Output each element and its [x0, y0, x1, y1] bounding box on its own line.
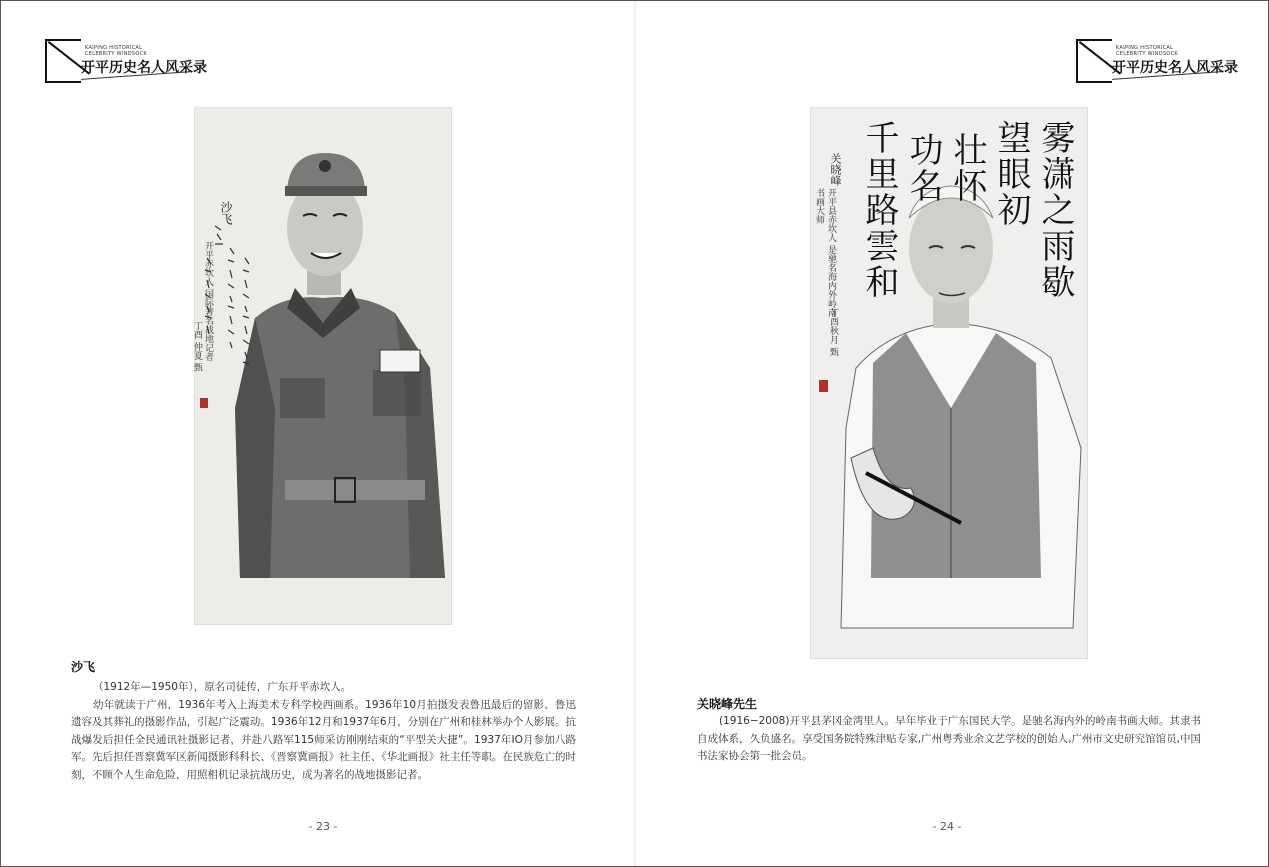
person-name: 关晓峰先生: [697, 697, 758, 711]
bio-intro: （1912年—1950年），原名司徒传，广东开平赤坎人。: [93, 681, 352, 693]
logo-english-line1: KAIPING HISTORICAL: [1116, 45, 1174, 51]
calligraphy-column-1: 雾潇之雨歇: [1035, 120, 1075, 300]
brand-logo-left: [45, 39, 205, 81]
biography-text: [71, 679, 576, 784]
artwork-side-text: 开平县赤坎人 是驰名海内外岭南书画大师: [814, 188, 836, 317]
calligraphy-column-3: 壮怀: [947, 132, 987, 204]
calligraphy-column-2: 望眼初: [991, 120, 1031, 228]
artwork-side-name: 关晓峰: [829, 153, 842, 186]
bio-body: 幼年就读于广州，1936年考入上海美术专科学校西画系。1936年10月拍摄发表鲁迅最后的留影、鲁迅遗容及其葬礼的摄影作品，引起广泛震动。1936年12月和1937年6月，分别在广州和桂林举办个人影展。抗战爆发后担任全民通讯社摄影记者，并赴八路军115师采访刚刚结束的“平型关大捷”。1937年IO月参加八路军。先后担任晋察冀军区新闻摄影科科长、《晋察冀画报》社主任、《华北画报》社主任等职。在民族危亡的时刻，不顾个人生命危险，用照相机记录抗战历史，成为著名的战地摄影记者。: [71, 698, 576, 781]
biography-text: [697, 713, 1201, 766]
portrait-painting-shafei: [194, 107, 452, 625]
artwork-signature: 沙飞: [219, 201, 233, 225]
logo-chinese-title: 开平历史名人风采录: [1112, 60, 1238, 76]
page-gutter: [634, 1, 636, 866]
page-number: - 24 -: [932, 820, 962, 833]
artwork-date-inscription: 丁酉 仲夏 甄: [192, 321, 202, 372]
calligraphy-column-4: 功名: [903, 132, 943, 204]
logo-english-line2: CELEBRITY WINDSOCK: [85, 51, 147, 57]
brand-logo-right: [1076, 39, 1236, 81]
artwork-inscription: 开平赤坎人 国际著名战地记者: [203, 241, 213, 361]
person-name: 沙飞: [71, 660, 96, 674]
logo-english-line2: CELEBRITY WINDSOCK: [1116, 51, 1178, 57]
portrait-painting-guanxiaofeng: [810, 107, 1088, 659]
bio-body: (1916−2008)开平县茅冈金湾里人。早年毕业于广东国民大学。是驰名海内外的岭南书画大师。其隶书自成体系，久负盛名。享受国务院特殊津贴专家,广州粤秀业余文艺学校的创始人,广州市文史研究馆馆员,中国书法家协会第一批会员。: [697, 715, 1201, 762]
page-number: - 23 -: [308, 820, 338, 833]
logo-english-line1: KAIPING HISTORICAL: [85, 45, 143, 51]
artwork-side-date: 丁酉秋月 甄: [828, 308, 838, 356]
logo-chinese-title: 开平历史名人风采录: [81, 60, 207, 76]
calligraphy-column-5: 千里路雲和: [859, 120, 899, 300]
